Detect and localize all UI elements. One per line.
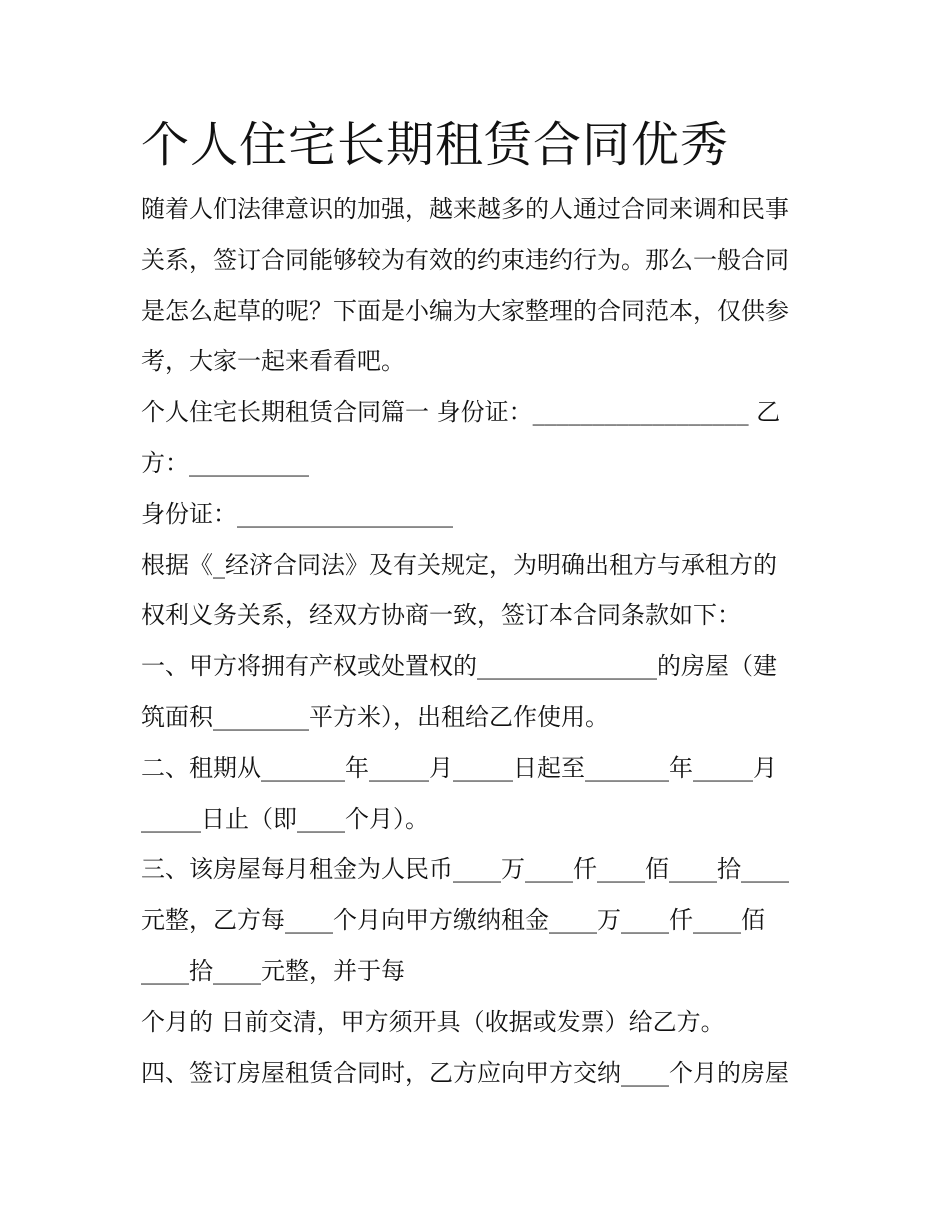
body-line: 个月的 日前交清，甲方须开具（收据或发票）给乙方。 [141,1007,725,1036]
body-line: 二、租期从_______年_____月_____日起至_______年_____月 [141,753,777,782]
body-line: 四、签订房屋租赁合同时，乙方应向甲方交纳____个月的房屋 [141,1058,789,1087]
body-line: 元整，乙方每____个月向甲方缴纳租金____万____仟____佰 [141,906,765,935]
body-line: 权利义务关系，经双方协商一致，签订本合同条款如下： [141,601,741,630]
body-line: 一、甲方将拥有产权或处置权的_______________的房屋（建 [141,652,777,681]
document-body [141,184,821,1098]
body-line: 三、该房屋每月租金为人民币____万____仟____佰____拾____ [141,855,789,884]
body-line: 考，大家一起来看看吧。 [141,347,405,376]
document-title: 个人住宅长期租赁合同优秀 [141,117,730,173]
body-line: ____拾____元整，并于每 [141,956,405,985]
document-page [141,112,821,1098]
body-line: 根据《_经济合同法》及有关规定，为明确出租方与承租方的 [141,550,777,579]
body-line: 随着人们法律意识的加强，越来越多的人通过合同来调和民事 [141,195,789,223]
body-line: 个人住宅长期租赁合同篇一 身份证：__________________ 乙 [141,398,781,427]
body-line: 方：__________ [141,448,309,477]
body-line: 关系，签订合同能够较为有效的约束违约行为。那么一般合同 [141,245,789,274]
body-line: 身份证：__________________ [141,499,453,528]
body-line: _____日止（即____个月）。 [141,804,429,833]
body-line: 筑面积________平方米），出租给乙作使用。 [141,702,609,731]
body-line: 是怎么起草的呢？下面是小编为大家整理的合同范本，仅供参 [141,296,789,325]
